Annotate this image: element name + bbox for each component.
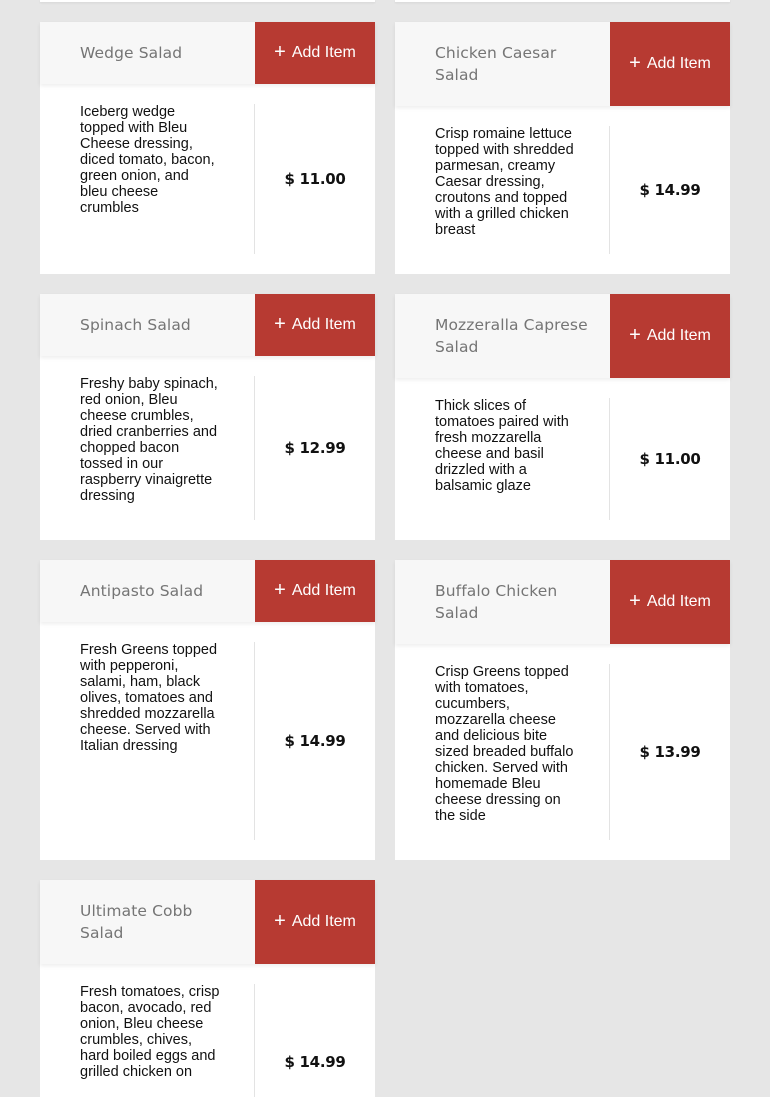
- menu-column-right: [395, 0, 730, 880]
- plus-icon: +: [629, 51, 641, 74]
- card-body: [395, 378, 730, 540]
- card-bottom-edge: [40, 0, 375, 2]
- menu-item-card: [395, 560, 730, 860]
- plus-icon: +: [629, 323, 641, 346]
- card-header: [395, 294, 730, 378]
- add-item-label: Add Item: [291, 316, 356, 333]
- add-item-button[interactable]: [610, 560, 730, 644]
- add-item-button[interactable]: [255, 880, 375, 964]
- add-item-button[interactable]: [255, 294, 375, 356]
- item-title: Buffalo Chicken Salad: [435, 582, 558, 622]
- item-title: Ultimate Cobb Salad: [80, 902, 193, 942]
- add-item-label: Add Item: [291, 913, 356, 930]
- add-item-label: Add Item: [291, 44, 356, 61]
- item-title: Wedge Salad: [80, 44, 183, 62]
- card-header: [40, 880, 375, 964]
- plus-icon: +: [274, 909, 286, 932]
- card-body: [40, 356, 375, 540]
- item-title: Mozzeralla Caprese Salad: [435, 316, 588, 356]
- menu-item-card: [40, 22, 375, 274]
- item-description: Thick slices of tomatoes paired with fresh mozzarella cheese and basil drizzled with a balsamic glaze: [395, 398, 610, 520]
- add-item-label: Add Item: [646, 327, 711, 344]
- add-item-button[interactable]: [255, 22, 375, 84]
- card-bottom-edge: [395, 0, 730, 2]
- card-header: [40, 22, 375, 84]
- card-body: [395, 644, 730, 860]
- item-price: $ 11.00: [639, 450, 701, 468]
- item-price: $ 14.99: [284, 1053, 346, 1071]
- plus-icon: +: [274, 40, 286, 63]
- item-price: $ 11.00: [284, 170, 346, 188]
- add-item-button[interactable]: [610, 22, 730, 106]
- plus-icon: +: [629, 589, 641, 612]
- card-body: [40, 964, 375, 1097]
- menu-item-card: [40, 880, 375, 1097]
- item-description: Iceberg wedge topped with Bleu Cheese dressing, diced tomato, bacon, green onion, and bleu cheese crumbles: [40, 104, 255, 254]
- card-header: [40, 294, 375, 356]
- add-item-label: Add Item: [646, 55, 711, 72]
- item-description: Fresh tomatoes, crisp bacon, avocado, red onion, Bleu cheese crumbles, chives, hard boiled eggs and grilled chicken on: [40, 984, 255, 1097]
- item-price: $ 13.99: [639, 743, 701, 761]
- item-title: Antipasto Salad: [80, 582, 204, 600]
- add-item-label: Add Item: [291, 582, 356, 599]
- add-item-button[interactable]: [255, 560, 375, 622]
- add-item-button[interactable]: [610, 294, 730, 378]
- item-price: $ 14.99: [639, 181, 701, 199]
- card-header: [395, 560, 730, 644]
- card-body: [40, 84, 375, 274]
- item-price: $ 12.99: [284, 439, 346, 457]
- card-header: [395, 22, 730, 106]
- menu-column-left: [40, 0, 375, 1097]
- item-description: Fresh Greens topped with pepperoni, salami, ham, black olives, tomatoes and shredded mozzarella cheese. Served with Italian dressing: [40, 642, 255, 840]
- item-description: Crisp romaine lettuce topped with shredded parmesan, creamy Caesar dressing, croutons and topped with a grilled chicken breast: [395, 126, 610, 254]
- menu-item-card: [395, 294, 730, 540]
- menu-item-card: [40, 294, 375, 540]
- item-title: Chicken Caesar Salad: [435, 44, 557, 84]
- plus-icon: +: [274, 578, 286, 601]
- menu-item-card: [40, 560, 375, 860]
- item-price: $ 14.99: [284, 732, 346, 750]
- item-title: Spinach Salad: [80, 316, 191, 334]
- item-description: Crisp Greens topped with tomatoes, cucumbers, mozzarella cheese and delicious bite sized breaded buffalo chicken. Served with homemade Bleu cheese dressing on the side: [395, 664, 610, 840]
- plus-icon: +: [274, 312, 286, 335]
- card-body: [40, 622, 375, 860]
- card-body: [395, 106, 730, 274]
- menu-item-card: [395, 22, 730, 274]
- card-header: [40, 560, 375, 622]
- add-item-label: Add Item: [646, 593, 711, 610]
- item-description: Freshy baby spinach, red onion, Bleu cheese crumbles, dried cranberries and chopped bacon tossed in our raspberry vinaigrette dressing: [40, 376, 255, 520]
